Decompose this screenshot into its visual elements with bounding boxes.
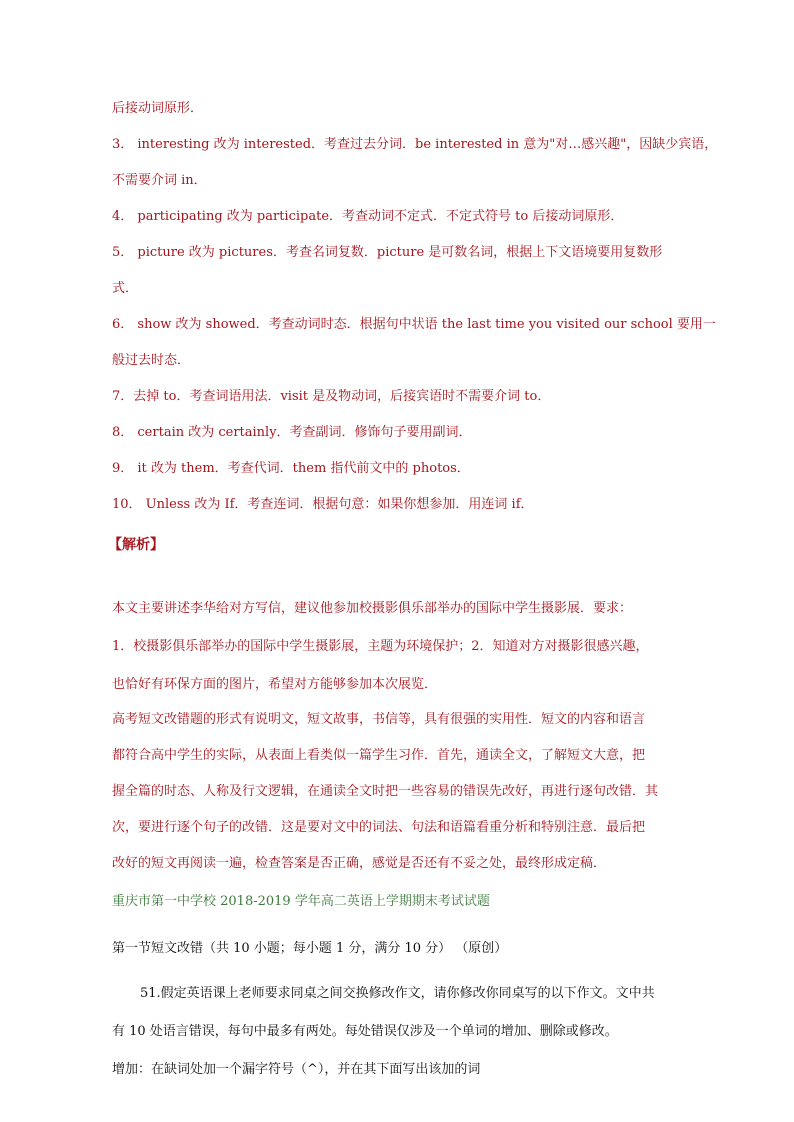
analysis-line: 高考短文改错题的形式有说明文，短文故事，书信等，具有很强的实用性．短文的内容和语言 <box>112 712 646 727</box>
analysis-line: 本文主要讲述李华给对方写信，建议他参加校摄影俱乐部举办的国际中学生摄影展．要求： <box>112 601 633 616</box>
analysis-line: 也恰好有环保方面的图片，希望对方能够参加本次展览． <box>112 677 438 692</box>
answer-continuation: 后接动词原形． <box>112 101 204 116</box>
analysis-line: 次，要进行逐个句子的改错．这是要对文中的词法、句法和语篇看重分析和特别注意．最后把 <box>112 820 646 835</box>
question-51-cont: 有 10 处语言错误，每句中最多有两处。每处错误仅涉及一个单词的增加、删除或修改。 <box>112 1024 618 1039</box>
analysis-line: 改好的短文再阅读一遍，检查答案是否正确，感觉是否还有不妥之处，最终形成定稿． <box>112 856 607 871</box>
answer-item-6: 6． show 改为 showed．考查动词时态．根据句中状语 the last time you visited our school 要用一 <box>112 317 716 332</box>
answer-item-5-cont: 式． <box>112 281 139 296</box>
answer-item-7: 7．去掉 to．考查词语用法．visit 是及物动词，后接宾语时不需要介词 to． <box>112 389 551 404</box>
answer-item-8: 8． certain 改为 certainly．考查副词．修饰句子要用副词． <box>112 425 472 440</box>
analysis-heading: 【解析】 <box>108 537 164 553</box>
question-51: 51.假定英语课上老师要求同桌之间交换修改作文，请你修改你同桌写的以下作文。文中共 <box>140 986 655 1001</box>
section-title: 第一节短文改错（共 10 小题；每小题 1 分，满分 10 分） （原创） <box>112 941 508 956</box>
answer-item-9: 9． it 改为 them．考查代词．them 指代前文中的 photos． <box>112 461 470 476</box>
source-title: 重庆市第一中学校 2018-2019 学年高二英语上学期期末考试试题 <box>112 894 490 909</box>
answer-item-10: 10． Unless 改为 If．考查连词．根据句意：如果你想参加．用连词 if． <box>112 497 534 512</box>
answer-item-6-cont: 般过去时态． <box>112 353 191 368</box>
add-rule: 增加：在缺词处加一个漏字符号（^），并在其下面写出该加的词 <box>112 1062 481 1077</box>
analysis-line: 握全篇的时态、人称及行文逻辑，在通读全文时把一些容易的错误先改好，再进行逐句改错．其 <box>112 784 659 799</box>
analysis-line: 都符合高中学生的实际，从表面上看类似一篇学生习作．首先，通读全文，了解短文大意，把 <box>112 748 646 763</box>
analysis-line: 1．校摄影俱乐部举办的国际中学生摄影展，主题为环境保护；2．知道对方对摄影很感兴趣， <box>112 639 649 654</box>
answer-item-4: 4． participating 改为 participate．考查动词不定式．不定式符号 to 后接动词原形． <box>112 209 624 224</box>
answer-item-5: 5． picture 改为 pictures．考查名词复数．picture 是可数名词，根据上下文语境要用复数形 <box>112 245 663 260</box>
answer-item-3-cont: 不需要介词 in． <box>112 173 207 188</box>
answer-item-3: 3． interesting 改为 interested．考查过去分词．be interested in 意为"对…感兴趣"，因缺少宾语， <box>112 137 718 152</box>
